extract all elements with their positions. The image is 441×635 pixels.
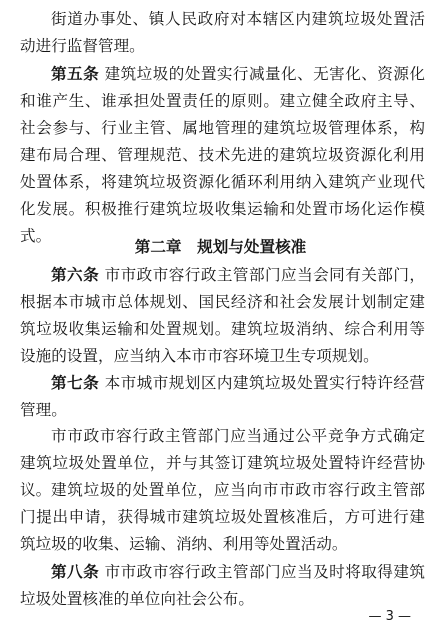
article-6 xyxy=(20,261,425,370)
article-5 xyxy=(20,60,425,250)
page-number: — 3 — xyxy=(368,609,411,624)
article-text: 市市政市容行政主管部门应当会同有关部门，根据本市城市总体规划、国民经济和社会发展计划制定建筑垃圾收集运输和处置规划。建筑垃圾消纳、综合利用等设施的设置，应当纳入本市市容环境卫生专项规划。 xyxy=(20,266,425,365)
paragraph-text: 街道办事处、镇人民政府对本辖区内建筑垃圾处置活动进行监督管理。 xyxy=(20,10,425,55)
paragraph-approval xyxy=(20,477,425,558)
article-label: 第八条 xyxy=(51,562,100,581)
article-text: 市市政市容行政主管部门应当及时将取得建筑垃圾处置核准的单位向社会公布。 xyxy=(20,563,425,608)
paragraph-text: 市市政市容行政主管部门应当通过公平竞争方式确定建筑垃圾处置单位，并与其签订建筑垃圾处置特许经营协议。 xyxy=(20,427,425,499)
article-text: 本市城市规划区内建筑垃圾处置实行特许经营管理。 xyxy=(20,374,425,419)
article-label: 第六条 xyxy=(51,265,100,284)
chapter-heading: 第二章 规划与处置核准 xyxy=(134,238,307,256)
article-label: 第七条 xyxy=(51,373,100,392)
article-7 xyxy=(20,369,425,424)
article-label: 第五条 xyxy=(51,64,100,83)
paragraph-supervision xyxy=(20,6,425,60)
article-8 xyxy=(20,558,425,613)
paragraph-text: 建筑垃圾的处置单位，应当向市市政市容行政主管部门提出申请，获得城市建筑垃圾处置核准后，方可进行建筑垃圾的收集、运输、消纳、利用等处置活动。 xyxy=(20,481,425,553)
article-text: 建筑垃圾的处置实行减量化、无害化、资源化和谁产生、谁承担处置责任的原则。建立健全政府主导、社会参与、行业主管、属地管理的建筑垃圾管理体系，构建布局合理、管理规范、技术先进的建筑垃圾资源化利用处置体系，将建筑垃圾资源化循环利用纳入建筑产业现代化发展。积极推行建筑垃圾收集运输和处置市场化运作模式。 xyxy=(20,65,425,245)
